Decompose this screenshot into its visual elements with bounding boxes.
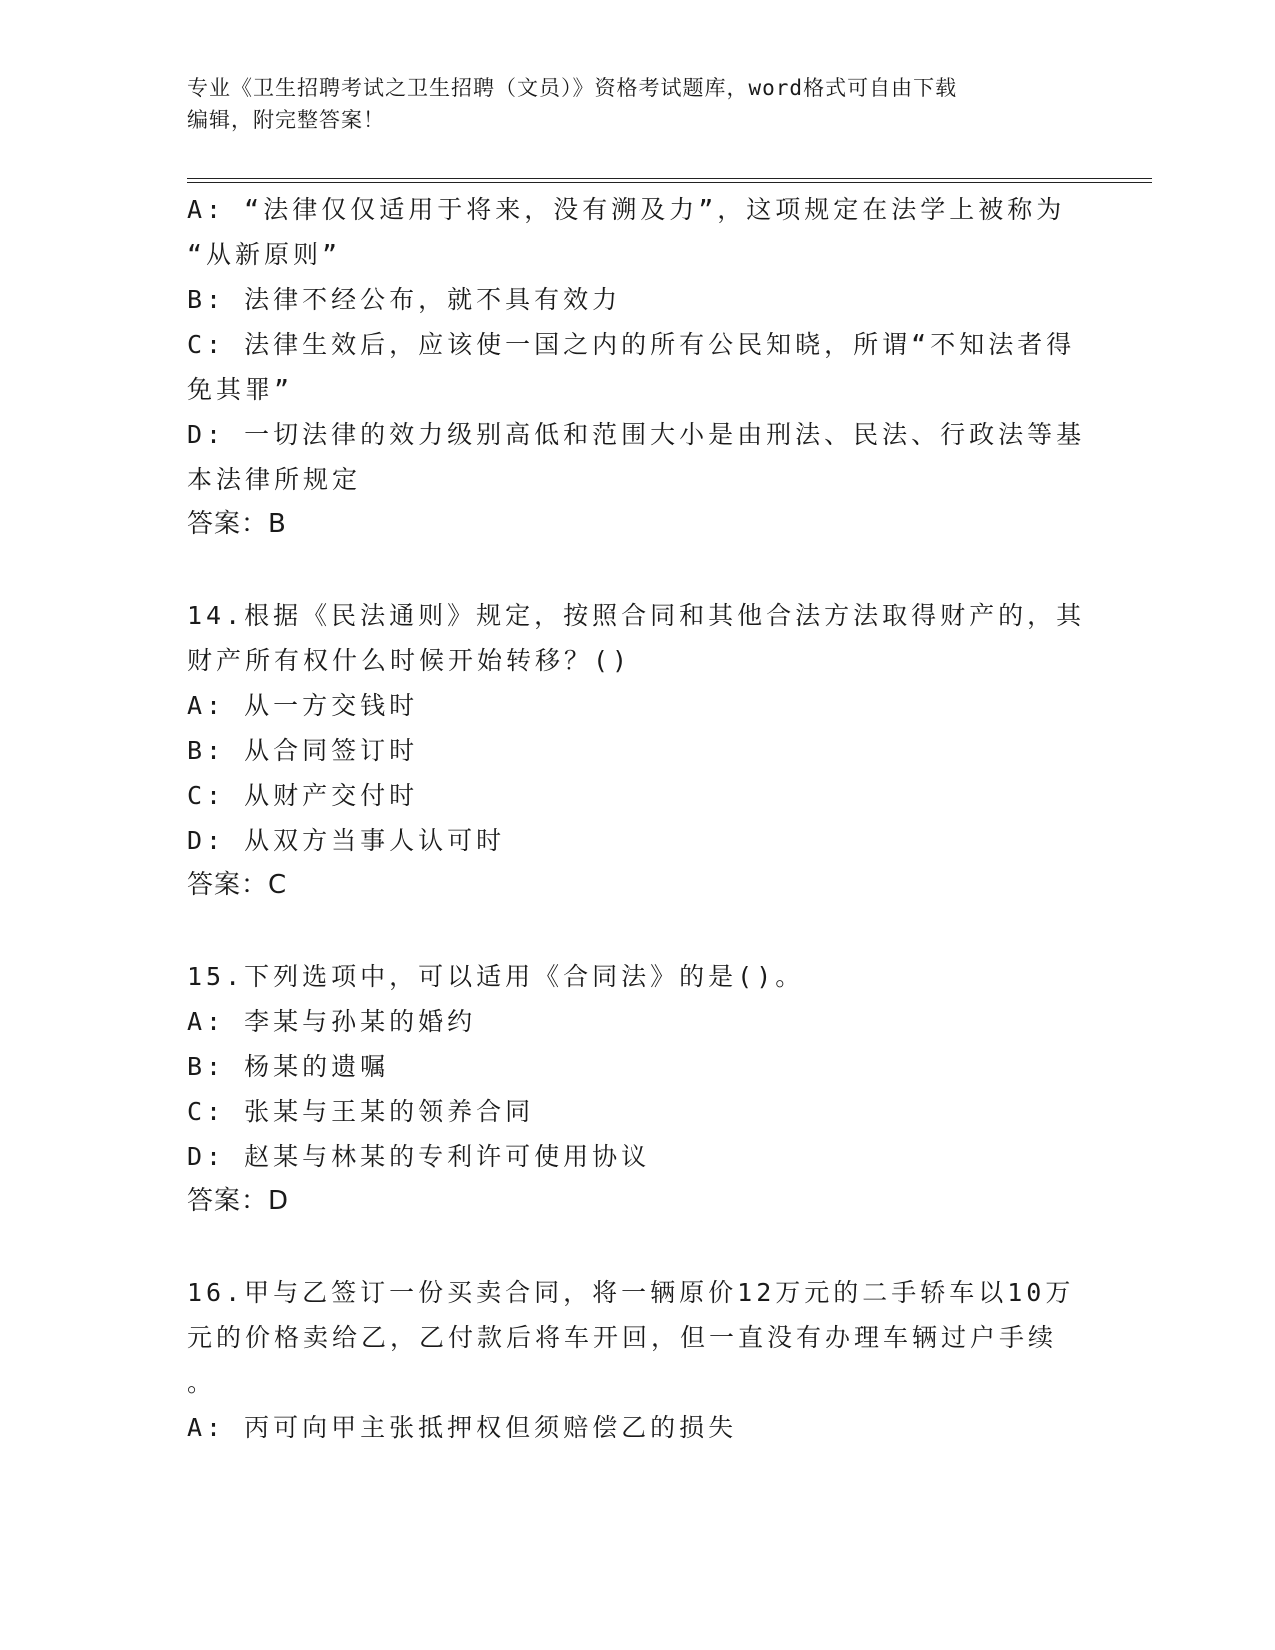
- header-divider-top: [187, 178, 1152, 179]
- header-divider-bottom: [187, 182, 1152, 183]
- option-a: A: 李某与孙某的婚约: [187, 1007, 477, 1036]
- header-line-1: 专业《卫生招聘考试之卫生招聘（文员）》资格考试题库，word格式可自由下载: [187, 76, 958, 100]
- option-line: 免其罪”: [187, 375, 294, 404]
- question-14: [187, 593, 1087, 908]
- answer-line: 答案：D: [187, 1186, 290, 1216]
- option-line: C: 法律生效后，应该使一国之内的所有公民知晓，所谓“不知法者得: [187, 330, 1076, 359]
- option-c: C: 张某与王某的领养合同: [187, 1097, 535, 1126]
- option-d: D: 从双方当事人认可时: [187, 826, 506, 855]
- document-header: [187, 72, 1067, 136]
- question-stem: 元的价格卖给乙，乙付款后将车开回，但一直没有办理车辆过户手续: [187, 1323, 1058, 1352]
- question-13-continued: [187, 187, 1087, 547]
- question-15: [187, 954, 1087, 1224]
- option-line: 本法律所规定: [187, 465, 362, 494]
- question-stem: 16.甲与乙签订一份买卖合同，将一辆原价12万元的二手轿车以10万: [187, 1278, 1075, 1307]
- question-stem: 。: [187, 1368, 217, 1397]
- option-d: D: 赵某与林某的专利许可使用协议: [187, 1142, 651, 1171]
- question-stem: 财产所有权什么时候开始转移？(): [187, 646, 632, 675]
- header-line-2: 编辑，附完整答案！: [187, 108, 385, 132]
- option-a: A: 从一方交钱时: [187, 691, 419, 720]
- answer-line: 答案：B: [187, 509, 287, 539]
- option-line: D: 一切法律的效力级别高低和范围大小是由刑法、民法、行政法等基: [187, 420, 1086, 449]
- option-line: A: “法律仅仅适用于将来，没有溯及力”，这项规定在法学上被称为: [187, 195, 1066, 224]
- answer-line: 答案：C: [187, 870, 288, 900]
- option-b: B: 从合同签订时: [187, 736, 419, 765]
- option-c: C: 从财产交付时: [187, 781, 419, 810]
- option-line: “从新原则”: [187, 240, 342, 269]
- question-stem: 15.下列选项中，可以适用《合同法》的是()。: [187, 962, 805, 991]
- question-list: [187, 187, 1087, 1450]
- option-a: A: 丙可向甲主张抵押权但须赔偿乙的损失: [187, 1413, 738, 1442]
- option-b: B: 杨某的遗嘱: [187, 1052, 390, 1081]
- question-16: [187, 1270, 1087, 1450]
- option-line: B: 法律不经公布，就不具有效力: [187, 285, 622, 314]
- question-stem: 14.根据《民法通则》规定，按照合同和其他合法方法取得财产的，其: [187, 601, 1086, 630]
